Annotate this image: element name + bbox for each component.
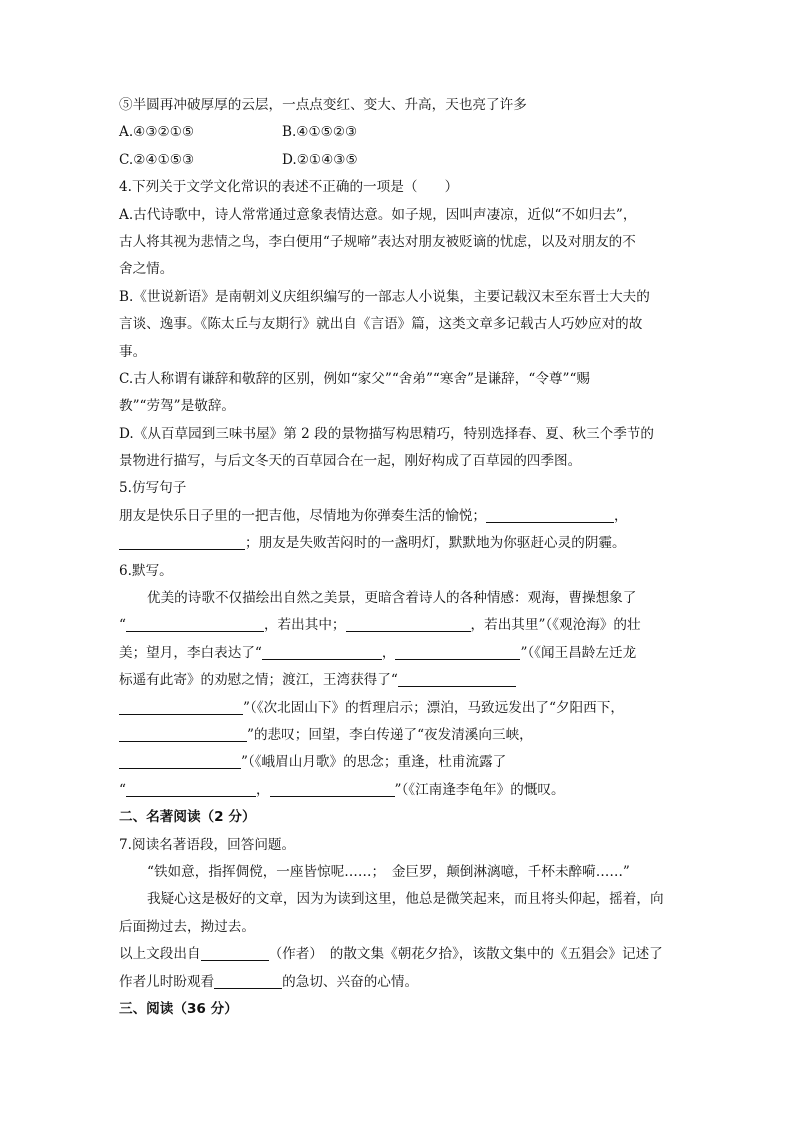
- q4-option-d-line-1: D.《从百草园到三味书屋》第 2 段的景物描写构思精巧，特别选择春、夏、秋三个季节的: [119, 425, 654, 442]
- q6-text: ”（《江南逢李龟年》的慨叹。: [394, 781, 565, 798]
- q4-option-b-line-2: 言谈、逸事。《陈太丘与友期行》就出自《言语》篇，这类文章多记载古人巧妙应对的故: [119, 316, 643, 333]
- answer-blank[interactable]: [126, 614, 264, 632]
- answer-blank[interactable]: [126, 779, 256, 797]
- q6-line-5: [119, 695, 679, 722]
- q3-option-c: C.②④①⑤③: [119, 151, 195, 168]
- author-blank[interactable]: [201, 943, 269, 961]
- q6-text: ，若出其中；: [263, 617, 346, 634]
- q3-options-row-1: [119, 119, 679, 146]
- q7-text: （作者） 的散文集《朝花夕拾》，该散文集中的《五猖会》记述了: [268, 946, 663, 963]
- q7-passage-line-2: 我疑心这是极好的文章，因为为读到这里，他总是微笑起来，而且将头仰起，摇着，向: [147, 891, 664, 908]
- q7-stem: 7.阅读名著语段，回答问题。: [119, 836, 296, 853]
- q6-text: ，: [381, 644, 396, 661]
- q6-text: ”（《次北固山下》的哲理启示；漂泊，马致远发出了“夕阳西下，: [243, 699, 624, 716]
- q4-option-c-line-2: 教”“劳驾”是敬辞。: [119, 398, 236, 415]
- q4-option-a-line-3: 舍之情。: [119, 261, 174, 278]
- q6-text: ”（《闻王昌龄左迁龙: [520, 644, 637, 661]
- q6-line-6: [119, 722, 679, 749]
- q6-line-3: [119, 640, 679, 667]
- q6-text: ”（《峨眉山月歌》的思念；重逢，杜甫流露了: [241, 754, 507, 771]
- answer-blank[interactable]: [119, 532, 245, 550]
- q3-options-row-2: [119, 147, 679, 174]
- q5-text-2: ；朋友是失败苦闷时的一盏明灯，默默地为你驱赶心灵的阴霾。: [245, 535, 626, 552]
- q6-line-2: [119, 612, 679, 639]
- q3-option-d: D.②①④③⑤: [282, 151, 358, 168]
- q4-option-d-line-2: 景物进行描写，与后文冬天的百草园合在一起，刚好构成了百草园的四季图。: [119, 453, 582, 470]
- q6-text: ，若出其里”（《观沧海》的壮: [470, 617, 641, 634]
- q4-stem: 4.下列关于文学文化常识的表述不正确的一项是（ ）: [119, 179, 459, 196]
- answer-blank[interactable]: [119, 697, 243, 715]
- q7-text: 的急切、兴奋的心情。: [282, 973, 419, 990]
- document-page: [119, 92, 679, 1023]
- answer-blank[interactable]: [486, 505, 614, 523]
- q7-passage-line-3: 后面拗过去，拗过去。: [119, 918, 255, 935]
- q6-line-8: [119, 777, 679, 804]
- answer-blank[interactable]: [395, 642, 520, 660]
- answer-blank[interactable]: [119, 724, 247, 742]
- q5-line-2: [119, 530, 679, 557]
- q5-text: 朋友是快乐日子里的一把吉他，尽情地为你弹奏生活的愉悦；: [119, 507, 487, 524]
- quote-mark: “: [119, 617, 126, 634]
- q5-line-1: [119, 503, 679, 530]
- q4-option-a-line-2: 古人将其视为悲情之鸟，李白便用“子规啼”表达对朋友被贬谪的忧虑，以及对朋友的不: [119, 233, 636, 250]
- q5-stem: 5.仿写句子: [119, 480, 187, 497]
- q7-text: 作者儿时盼观看: [119, 973, 215, 990]
- q4-option-b-line-1: B.《世说新语》是南朝刘义庆组织编写的一部志人小说集，主要记载汉末至东晋士大夫的: [119, 288, 650, 305]
- q5-comma: ，: [614, 507, 628, 524]
- q6-line-7: [119, 749, 679, 776]
- q6-text: ”的悲叹；回望，李白传递了“夜发清溪向三峡，: [247, 726, 533, 743]
- q7-text: 以上文段出自: [119, 946, 201, 963]
- answer-blank[interactable]: [270, 779, 395, 797]
- section-2-heading: 二、名著阅读（2 分）: [119, 809, 256, 826]
- q7-answer-line-2: [119, 969, 679, 996]
- answer-blank[interactable]: [119, 751, 241, 769]
- q4-option-a-line-1: A.古代诗歌中，诗人常常通过意象表情达意。如子规，因叫声凄凉，近似“不如归去”，: [119, 206, 637, 223]
- q3-item-5: ⑤半圆再冲破厚厚的云层，一点点变红、变大、升高，天也亮了许多: [119, 97, 527, 113]
- q6-line-4: [119, 667, 679, 694]
- q6-text: 美；望月，李白表达了“: [119, 644, 262, 661]
- q6-line-1: 优美的诗歌不仅描绘出自然之美景，更暗含着诗人的各种情感：观海，曹操想象了: [147, 590, 637, 607]
- q7-answer-line-1: [119, 941, 679, 968]
- answer-blank[interactable]: [262, 642, 382, 660]
- q6-stem: 6.默写。: [119, 562, 173, 579]
- answer-blank[interactable]: [214, 971, 282, 989]
- q4-option-b-line-3: 事。: [119, 343, 147, 360]
- q6-text: ，: [255, 781, 270, 798]
- section-3-heading: 三、阅读（36 分）: [119, 1000, 238, 1017]
- answer-blank[interactable]: [346, 614, 471, 632]
- q3-option-b: B.④①⑤②③: [282, 124, 358, 141]
- q6-text: 标遥有此寄》的劝慰之情；渡江，王湾获得了“: [119, 672, 398, 689]
- quote-mark: “: [119, 781, 126, 798]
- q4-option-c-line-1: C.古人称谓有谦辞和敬辞的区别，例如“家父”“舍弟”“寒舍”是谦辞，“令尊”“赐: [119, 370, 590, 387]
- answer-blank[interactable]: [398, 669, 516, 687]
- q3-option-a: A.④③②①⑤: [119, 124, 195, 141]
- q7-passage-line-1: “铁如意，指挥倜傥，一座皆惊呢……； 金巨罗，颠倒淋漓噫，千杯未醉嗬……”: [147, 863, 630, 880]
